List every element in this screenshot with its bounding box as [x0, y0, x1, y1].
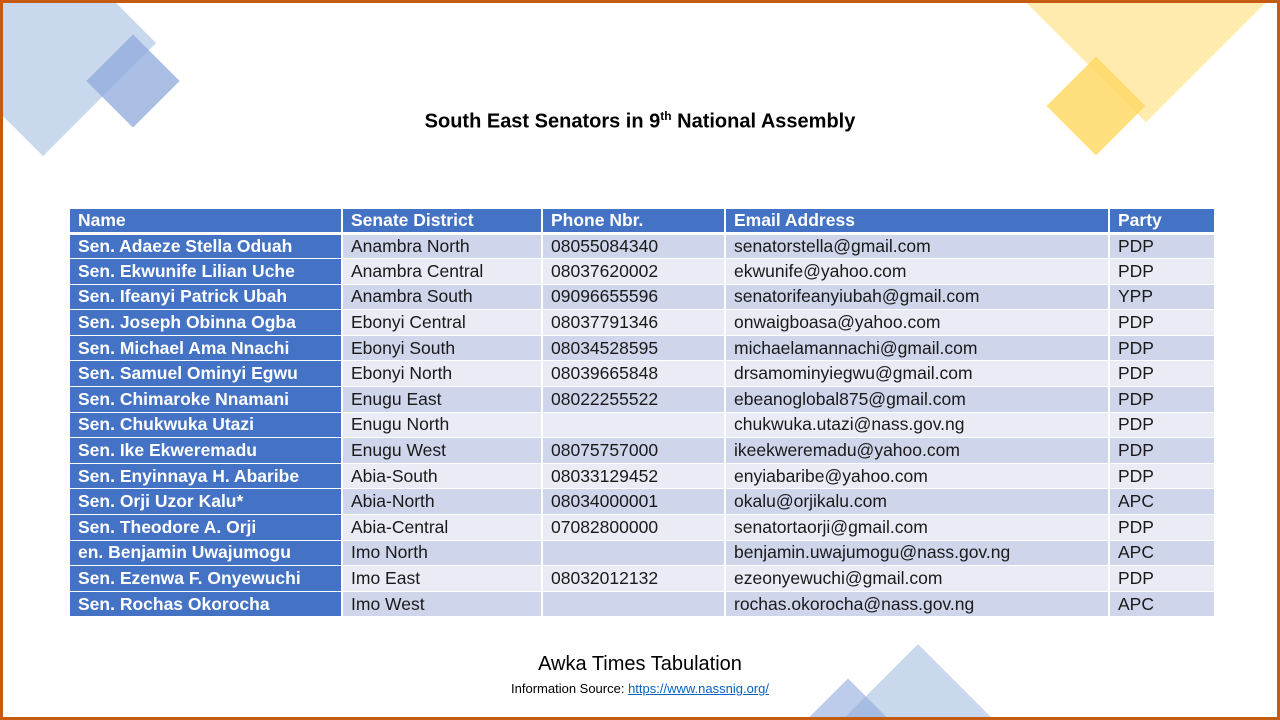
phone-cell — [542, 540, 725, 566]
party-cell: PDP — [1109, 463, 1215, 489]
email-cell: rochas.okorocha@nass.gov.ng — [725, 591, 1109, 617]
table-row — [70, 361, 1215, 387]
phone-cell: 07082800000 — [542, 515, 725, 541]
email-cell: senatortaorji@gmail.com — [725, 515, 1109, 541]
senators-table — [70, 209, 1216, 617]
party-cell: PDP — [1109, 361, 1215, 387]
email-cell: senatorstella@gmail.com — [725, 233, 1109, 259]
party-cell: PDP — [1109, 412, 1215, 438]
party-cell: PDP — [1109, 310, 1215, 336]
table-row — [70, 387, 1215, 413]
senate-district-cell: Imo East — [342, 566, 542, 592]
senator-name-cell: Sen. Samuel Ominyi Egwu — [70, 361, 342, 387]
table-row — [70, 540, 1215, 566]
senate-district-cell: Abia-South — [342, 463, 542, 489]
senator-name-cell: Sen. Joseph Obinna Ogba — [70, 310, 342, 336]
email-cell: benjamin.uwajumogu@nass.gov.ng — [725, 540, 1109, 566]
party-cell: PDP — [1109, 515, 1215, 541]
source-label: Information Source: — [511, 681, 629, 696]
column-header: Senate District — [342, 209, 542, 233]
senate-district-cell: Enugu West — [342, 438, 542, 464]
senator-name-cell: Sen. Michael Ama Nnachi — [70, 335, 342, 361]
email-cell: senatorifeanyiubah@gmail.com — [725, 284, 1109, 310]
phone-cell: 08034528595 — [542, 335, 725, 361]
table-row — [70, 259, 1215, 285]
party-cell: PDP — [1109, 259, 1215, 285]
senate-district-cell: Abia-Central — [342, 515, 542, 541]
phone-cell: 08037620002 — [542, 259, 725, 285]
party-cell: APC — [1109, 489, 1215, 515]
senate-district-cell: Anambra North — [342, 233, 542, 259]
senate-district-cell: Anambra South — [342, 284, 542, 310]
email-cell: ebeanoglobal875@gmail.com — [725, 387, 1109, 413]
senator-name-cell: Sen. Chimaroke Nnamani — [70, 387, 342, 413]
party-cell: APC — [1109, 540, 1215, 566]
phone-cell — [542, 591, 725, 617]
phone-cell: 09096655596 — [542, 284, 725, 310]
senator-name-cell: Sen. Ifeanyi Patrick Ubah — [70, 284, 342, 310]
table-row — [70, 591, 1215, 617]
column-header: Phone Nbr. — [542, 209, 725, 233]
table-row — [70, 412, 1215, 438]
email-cell: ekwunife@yahoo.com — [725, 259, 1109, 285]
email-cell: michaelamannachi@gmail.com — [725, 335, 1109, 361]
phone-cell: 08034000001 — [542, 489, 725, 515]
senator-name-cell: Sen. Enyinnaya H. Abaribe — [70, 463, 342, 489]
senate-district-cell: Imo West — [342, 591, 542, 617]
party-cell: PDP — [1109, 438, 1215, 464]
page-title — [3, 109, 1277, 134]
title-superscript: th — [660, 109, 672, 123]
table-row — [70, 310, 1215, 336]
title-rest: National Assembly — [671, 110, 856, 133]
footer-source — [3, 681, 1277, 696]
senator-name-cell: Sen. Ezenwa F. Onyewuchi — [70, 566, 342, 592]
email-cell: ikeekweremadu@yahoo.com — [725, 438, 1109, 464]
email-cell: onwaigboasa@yahoo.com — [725, 310, 1109, 336]
title-main: South East Senators in 9 — [424, 110, 661, 133]
phone-cell: 08039665848 — [542, 361, 725, 387]
table-row — [70, 233, 1215, 259]
senator-name-cell: Sen. Rochas Okorocha — [70, 591, 342, 617]
phone-cell: 08033129452 — [542, 463, 725, 489]
phone-cell — [542, 412, 725, 438]
email-cell: ezeonyewuchi@gmail.com — [725, 566, 1109, 592]
senator-name-cell: Sen. Theodore A. Orji — [70, 515, 342, 541]
source-link[interactable]: https://www.nassnig.org/ — [628, 681, 769, 696]
table-row — [70, 438, 1215, 464]
senate-district-cell: Enugu North — [342, 412, 542, 438]
senator-name-cell: Sen. Ekwunife Lilian Uche — [70, 259, 342, 285]
email-cell: enyiabaribe@yahoo.com — [725, 463, 1109, 489]
senate-district-cell: Ebonyi Central — [342, 310, 542, 336]
table-row — [70, 566, 1215, 592]
party-cell: APC — [1109, 591, 1215, 617]
footer-credit: Awka Times Tabulation — [538, 653, 742, 675]
table-header-row — [70, 209, 1215, 233]
senator-name-cell: Sen. Adaeze Stella Oduah — [70, 233, 342, 259]
senator-name-cell: Sen. Ike Ekweremadu — [70, 438, 342, 464]
party-cell: YPP — [1109, 284, 1215, 310]
senator-name-cell: Sen. Orji Uzor Kalu* — [70, 489, 342, 515]
phone-cell: 08055084340 — [542, 233, 725, 259]
senate-district-cell: Abia-North — [342, 489, 542, 515]
phone-cell: 08022255522 — [542, 387, 725, 413]
column-header: Party — [1109, 209, 1215, 233]
column-header: Name — [70, 209, 342, 233]
table-row — [70, 335, 1215, 361]
column-header: Email Address — [725, 209, 1109, 233]
email-cell: drsamominyiegwu@gmail.com — [725, 361, 1109, 387]
senate-district-cell: Anambra Central — [342, 259, 542, 285]
table-row — [70, 284, 1215, 310]
party-cell: PDP — [1109, 387, 1215, 413]
table-row — [70, 515, 1215, 541]
party-cell: PDP — [1109, 233, 1215, 259]
phone-cell: 08032012132 — [542, 566, 725, 592]
senate-district-cell: Ebonyi South — [342, 335, 542, 361]
email-cell: chukwuka.utazi@nass.gov.ng — [725, 412, 1109, 438]
senate-district-cell: Ebonyi North — [342, 361, 542, 387]
phone-cell: 08037791346 — [542, 310, 725, 336]
phone-cell: 08075757000 — [542, 438, 725, 464]
party-cell: PDP — [1109, 335, 1215, 361]
table-row — [70, 463, 1215, 489]
senator-name-cell: Sen. Chukwuka Utazi — [70, 412, 342, 438]
senate-district-cell: Enugu East — [342, 387, 542, 413]
table-body — [70, 233, 1215, 617]
senate-district-cell: Imo North — [342, 540, 542, 566]
email-cell: okalu@orjikalu.com — [725, 489, 1109, 515]
senator-name-cell: en. Benjamin Uwajumogu — [70, 540, 342, 566]
party-cell: PDP — [1109, 566, 1215, 592]
table-row — [70, 489, 1215, 515]
